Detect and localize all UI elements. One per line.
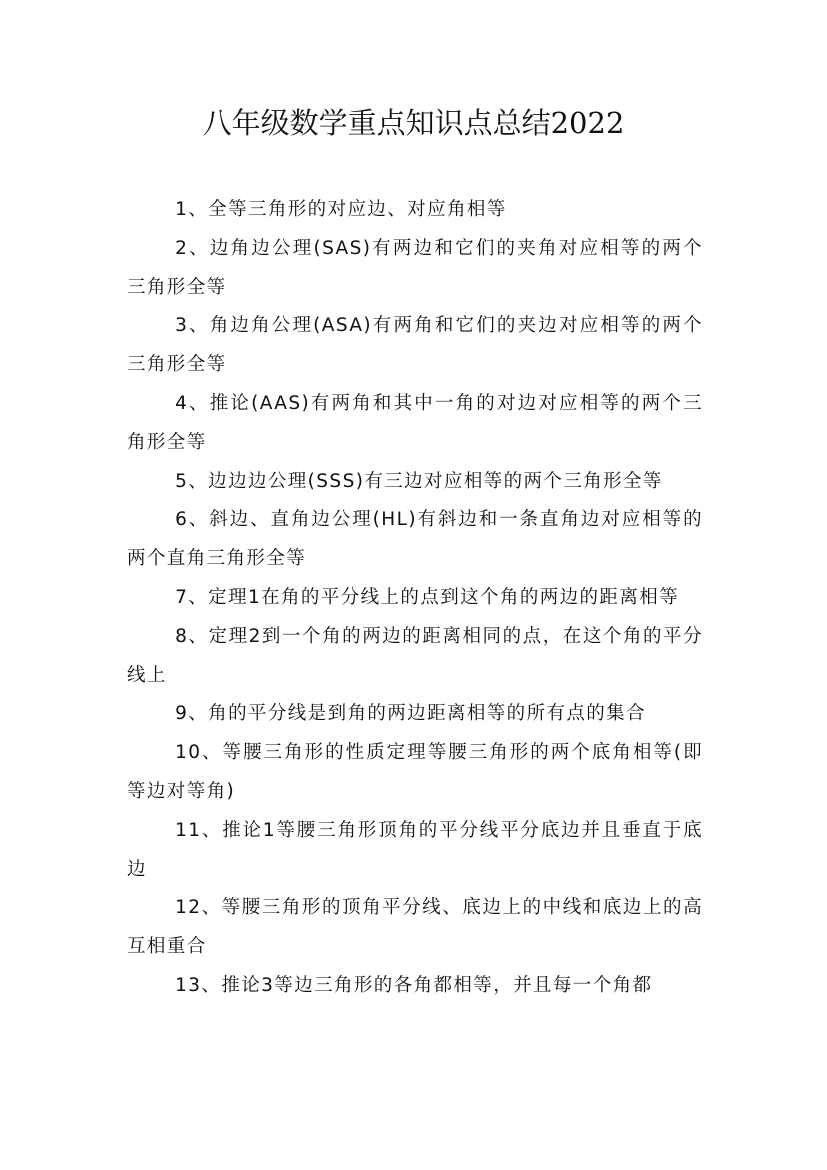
paragraph: 7、定理1在角的平分线上的点到这个角的两边的距离相等: [175, 586, 680, 608]
paragraph: 8、定理2到一个角的两边的距离相同的点，在这个角的平分线上: [127, 625, 703, 686]
paragraph: 13、推论3等边三角形的各角都相等，并且每一个角都: [175, 974, 653, 996]
document-title: 八年级数学重点知识点总结2022: [202, 106, 625, 140]
paragraph: 1、全等三角形的对应边、对应角相等: [175, 199, 507, 220]
paragraph: 4、推论(AAS)有两角和其中一角的对边对应相等的两个三角形全等: [127, 392, 703, 453]
paragraph: 12、等腰三角形的顶角平分线、底边上的中线和底边上的高互相重合: [127, 897, 703, 958]
paragraph: 9、角的平分线是到角的两边距离相等的所有点的集合: [175, 703, 646, 725]
paragraph: 5、边边边公理(SSS)有三边对应相等的两个三角形全等: [175, 470, 663, 492]
paragraph: 3、角边角公理(ASA)有两角和它们的夹边对应相等的两个三角形全等: [127, 315, 703, 376]
paragraph: 6、斜边、直角边公理(HL)有斜边和一条直角边对应相等的两个直角三角形全等: [127, 509, 703, 570]
document-body: [127, 191, 703, 1006]
paragraph: 11、推论1等腰三角形顶角的平分线平分底边并且垂直于底边: [127, 819, 703, 880]
paragraph: 2、边角边公理(SAS)有两边和它们的夹角对应相等的两个三角形全等: [127, 237, 703, 298]
paragraph: 10、等腰三角形的性质定理等腰三角形的两个底角相等(即等边对等角): [127, 742, 703, 802]
